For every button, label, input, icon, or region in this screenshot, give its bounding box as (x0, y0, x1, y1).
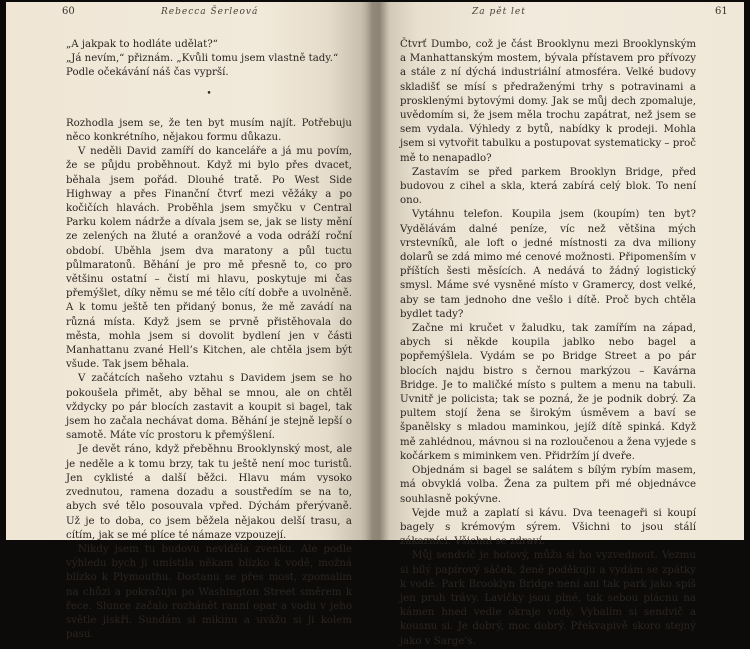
paragraph: Můj sendvič je hotový, můžu si ho vyzvednout. Vezmu si bílý papírový sáček, ženě poděkuju a vydám se zpátky k vodě. Park Brooklyn Bridge není ani tak park jako spíš jen pruh trávy. Lavičky jsou plné, tak sebou plácnu na kámen hned vedle okraje vody. Vybalím si sendvič a kousnu si. Je dobrý, moc dobrý. Překvapivě skoro stejný jako v Sarge’s. (400, 550, 696, 647)
page-number-left: 60 (62, 6, 75, 17)
paragraph: Rozhodla jsem se, že ten byt musím najít. Potřebuju něco konkrétního, nějakou formu důkazu. (66, 117, 352, 144)
dialogue-line: Podle očekávání náš čas vyprší. (66, 67, 229, 79)
running-head-right: Za pět let (472, 7, 526, 17)
running-head-left: Rebecca Šerleová (161, 7, 259, 17)
paragraph: Začne mi kručet v žaludku, tak zamířím na západ, abych si někde koupila jablko nebo bagel a popřemýšlela. Vydám se po Bridge Street a po pár blocích najdu bistro s černou markýzou – Kavárna Bridge. Je to maličké místo s pultem a menu na tabuli. Uvnitř je policista; tak se pozná, že je podnik dobrý. Za pultem stojí žena se širokým úsměvem a baví se španělsky s mladou maminkou, jejíž dítě spinká. Když mě zahlédnou, mávnou si na rozloučenou a žena vyjede s kočárkem s miminkem ven. Přidržím jí dveře. (400, 323, 696, 462)
left-page (6, 2, 372, 641)
right-page (372, 2, 744, 647)
paragraph: Zastavím se před parkem Brooklyn Bridge, před budovou z cihel a skla, která zabírá celý blok. To není ono. (400, 166, 696, 207)
left-page-text (66, 38, 352, 642)
right-page-text (400, 38, 696, 649)
paragraph: Vejde muž a zaplatí si kávu. Dva teenageři si koupí bagely s krémovým sýrem. Všichni to jsou stálí zákazníci. Všichni se zdraví. (400, 507, 696, 548)
page-number-right: 61 (715, 6, 728, 17)
paragraph: Vytáhnu telefon. Koupila jsem (koupím) ten byt? Vydělávám dalné peníze, víc než většina mých vrstevníků, ale loft o jedné místnosti za dva miliony dolarů se zdá mimo mé cenové možnosti. Připomenším v příštích šesti měsících. A nedává to žádný logistický smysl. Máme své vysněné místo v Gramercy, dost velké, aby se tam jednoho dne vešlo i dítě. Proč bych chtěla bydlet tady? (400, 209, 696, 320)
paragraph: Objednám si bagel se salátem s bílým rybím masem, má obvyklá volba. Žena za pultem při mé objednávce souhlasně pokývne. (400, 465, 696, 505)
section-separator: • (206, 88, 212, 99)
paragraph: Nikdy jsem tu budovu neviděla zvenku. Ale podle výhledu bych ji umístila někam blízko k vodě, možná blízko k Plymouthu. Dostanu se přes most, zpomalím na chůzi a pokračuju po Washington Street směrem k řece. Slunce začalo rozhánět ranní opar a vodu v jeho světle jiskří. Sundám si mikinu a uvážu si ji kolem pasu. (66, 543, 352, 641)
paragraph: Je devět ráno, když přeběhnu Brooklynský most, ale je neděle a k tomu brzy, tak tu ještě není moc turistů. Jen cyklisté a další běžci. Hlavu mám vysoko zvednutou, ramena dozadu a soustředím se na to, abych své tělo posouvala vpřed. Dýchám přerývaně. Už je to doba, co jsem běžela nějakou delší trasu, a cítím, jak se mé plíce té námaze vzpouzejí. (66, 444, 352, 541)
paragraph: V neděli David zamíří do kanceláře a já mu povím, že se půjdu proběhnout. Když mi bylo přes dvacet, běhala jsem pořád. Dlouhé tratě. Po West Side Highway a přes Finanční čtvrť mezi věžáky a po kočičích hlavách. Proběhla jsem smyčku v Central Parku kolem nádrže a dívala jsem se, jak se listy mění ze zelených na žluté a oranžové a voda odráží roční období. Uběhla jsem dva maratony a půl tuctu půlmaratonů. Běhání je pro mě přesně to, co pro většinu ostatní – čistí mi hlavu, poskytuje mi čas přemýšlet, díky němu se mé tělo cítí dobře a uvolněně. A k tomu ještě ten přidaný bonus, že mě zavádí na různá místa. Když jsem se prvně přistěhovala do města, mohla jsem si dovolit bydlení jen v části Manhattanu zvané Hell’s Kitchen, ale chtěla jsem být všude. Tak jsem běhala. (66, 146, 352, 371)
paragraph: Čtvrť Dumbo, což je část Brooklynu mezi Brooklynským a Manhattanským mostem, bývala přístavem pro přívozy a stále z ní dýchá industriální atmosféra. Velké budovy skladišť se mísí s předraženými trhy s potravinami a prosklenými bytovými domy. Jak se můj dech zpomaluje, uvědomím si, že jsem měla trochu zapátrat, než jsem se sem vydala. Výhledy z bytů, nabídky k prodeji. Mohla jsem si vytvořit tabulku a postupovat systematicky – proč mě to nenapadlo? (400, 39, 696, 164)
paragraph: V začátcích našeho vztahu s Davidem jsem se ho pokoušela přimět, aby běhal se mnou, ale on chtěl vždycky po pár blocích zastavit a koupit si bagel, tak jsem ho začala nechávat doma. Běhání je stejně lepší o samotě. Máte víc prostoru k přemýšlení. (66, 373, 352, 442)
open-book (6, 2, 744, 647)
dialogue-line: „A jakpak to hodláte udělat?“ (66, 39, 218, 50)
dialogue-line: „Já nevím,“ přiznám. „Kvůli tomu jsem vlastně tady.“ (66, 53, 339, 65)
